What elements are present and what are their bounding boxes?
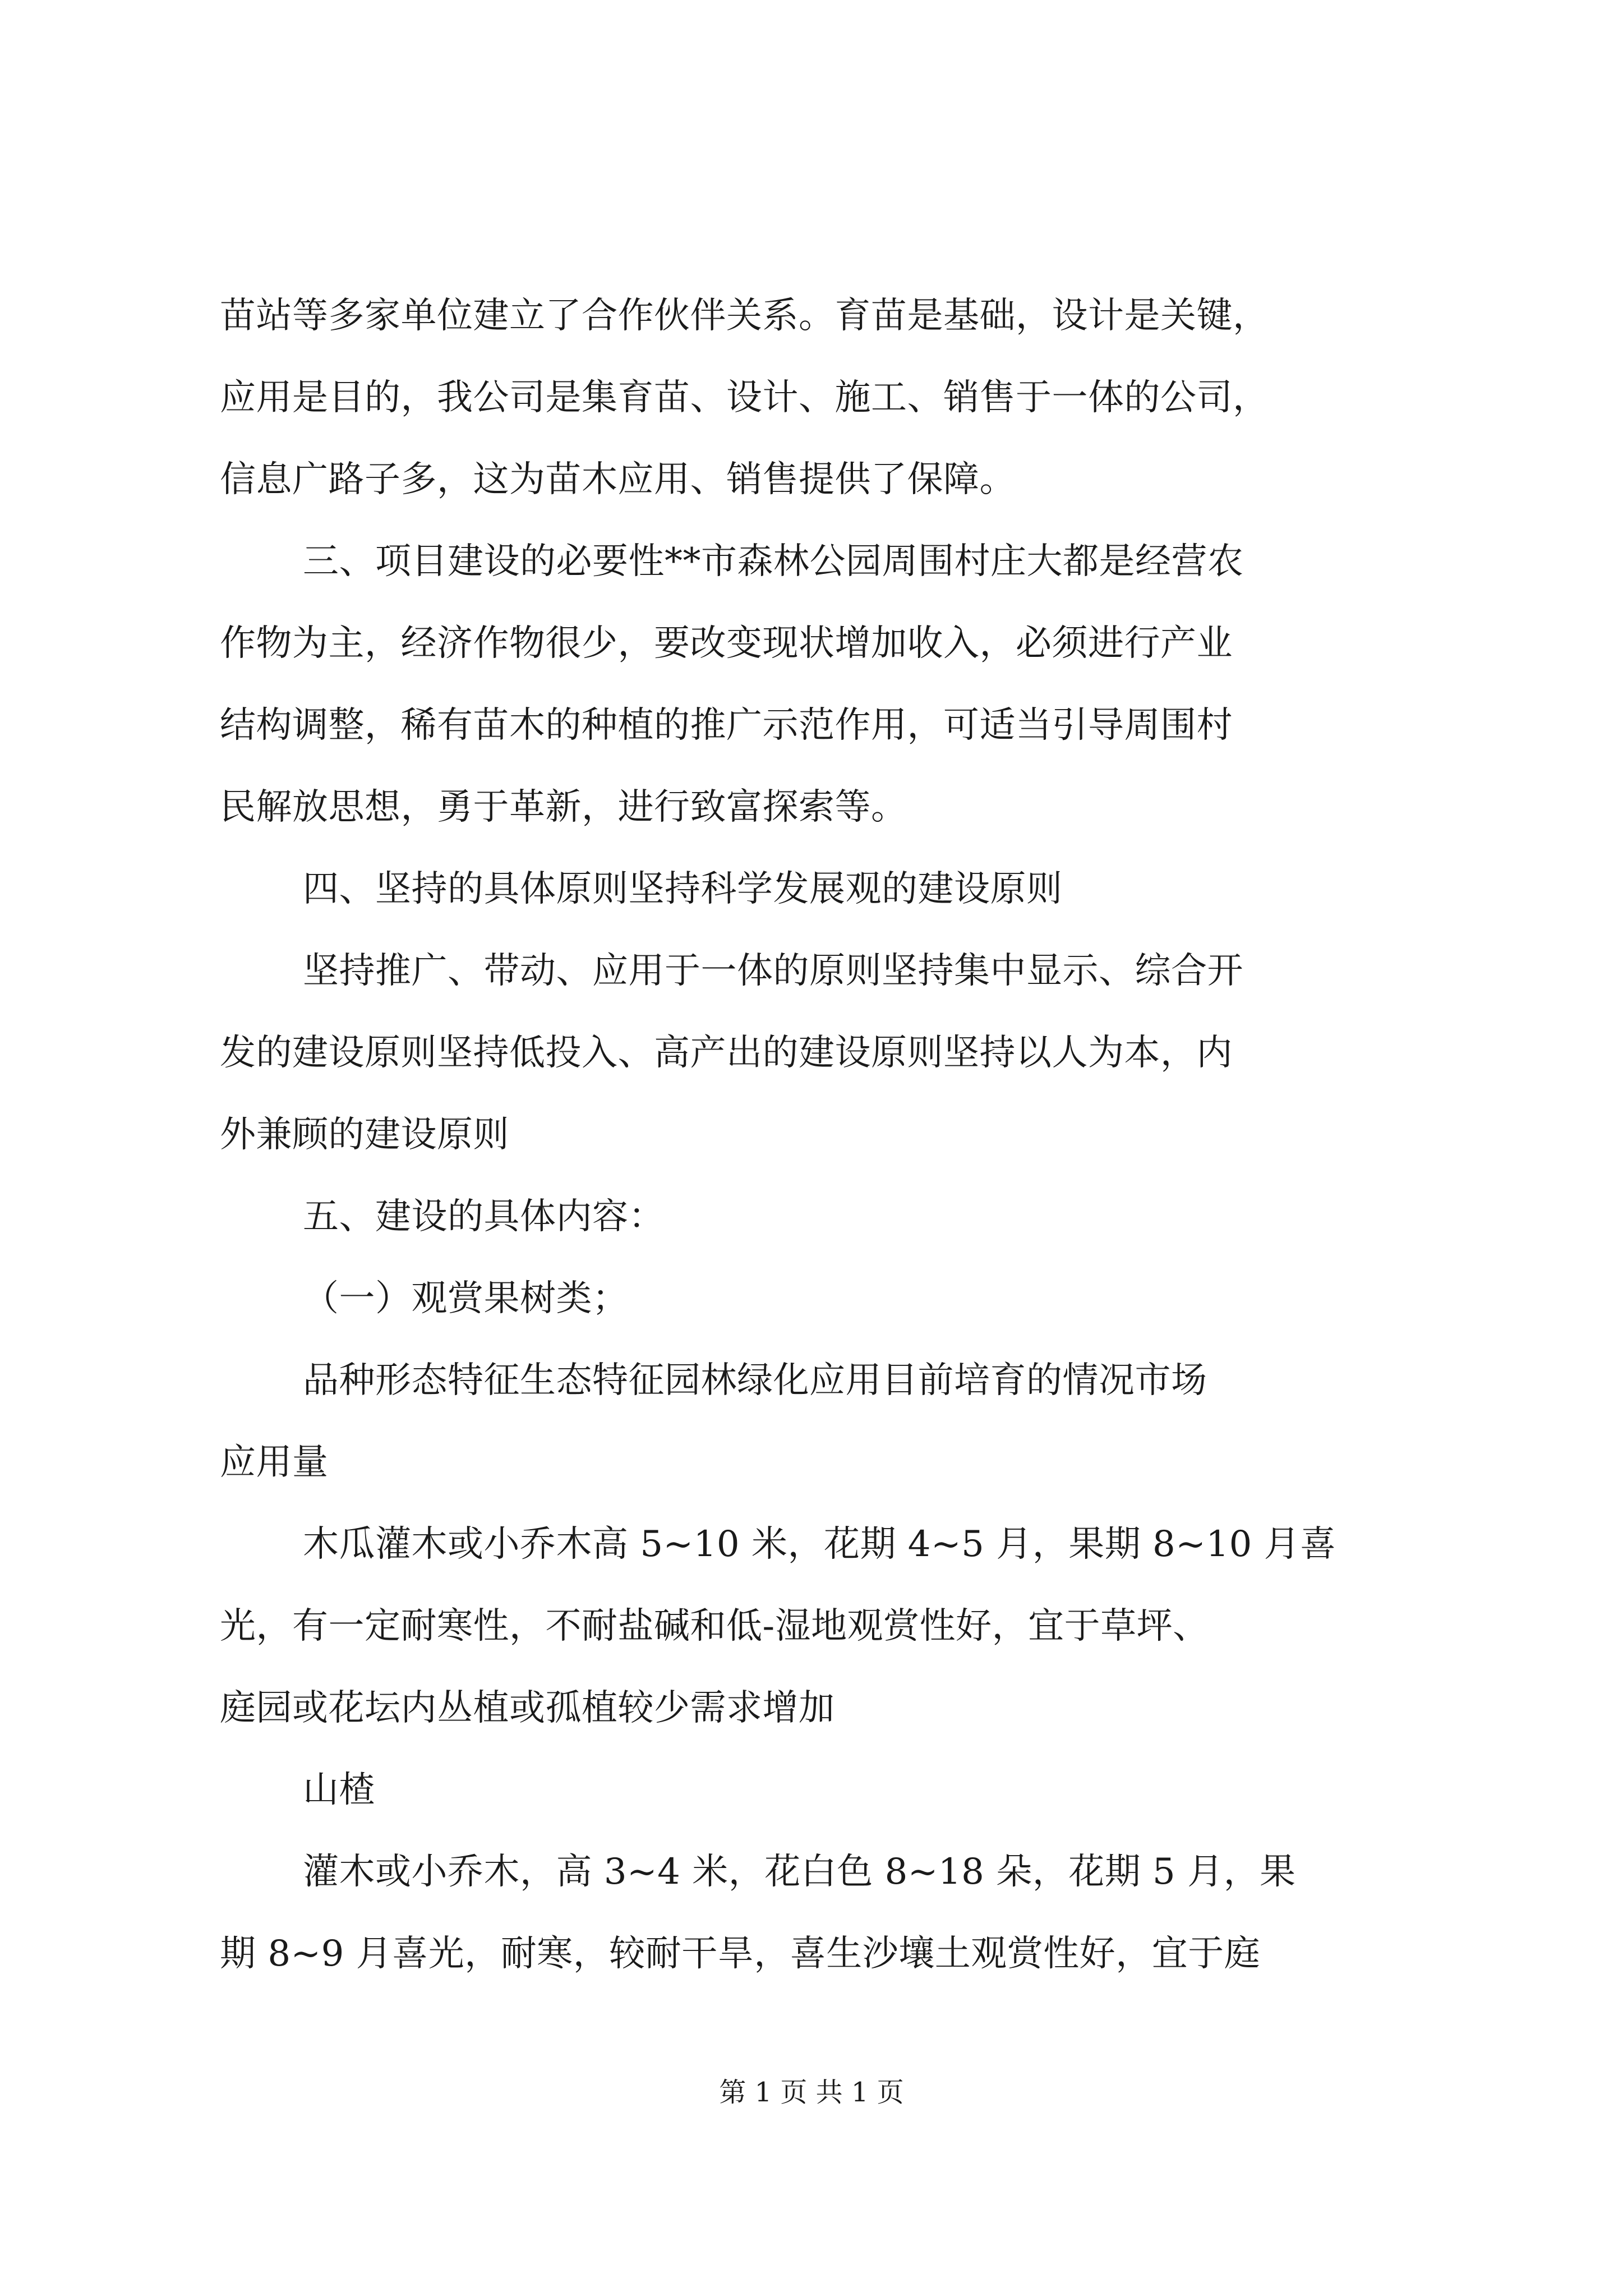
text-line: 民解放思想，勇于革新，进行致富探索等。 xyxy=(220,786,907,828)
text-line: 作物为主，经济作物很少，要改变现状增加收入，必须进行产业 xyxy=(220,623,1233,664)
item-title-line: 山楂 xyxy=(303,1769,375,1811)
text-line: 发的建设原则坚持低投入、高产出的建设原则坚持以人为本，内 xyxy=(220,1032,1233,1074)
text-line: 坚持推广、带动、应用于一体的原则坚持集中显示、综合开 xyxy=(303,950,1243,992)
text-line: 期 8~9 月喜光，耐寒，较耐干旱，喜生沙壤土观赏性好，宜于庭 xyxy=(220,1933,1261,1975)
text-line: 应用量 xyxy=(220,1442,329,1483)
text-line: 苗站等多家单位建立了合作伙伴关系。育苗是基础，设计是关键， xyxy=(220,295,1269,337)
text-line: 外兼顾的建设原则 xyxy=(220,1114,509,1156)
text-line: 木瓜灌木或小乔木高 5~10 米，花期 4~5 月，果期 8~10 月喜 xyxy=(303,1524,1336,1565)
section-heading-line: 三、项目建设的必要性**市森林公园周围村庄大都是经营农 xyxy=(303,541,1244,582)
text-line: 应用是目的，我公司是集育苗、设计、施工、销售于一体的公司， xyxy=(220,377,1269,418)
section-heading-line: 四、坚持的具体原则坚持科学发展观的建设原则 xyxy=(303,868,1063,910)
text-line: 庭园或花坛内丛植或孤植较少需求增加 xyxy=(220,1687,835,1729)
text-line: 品种形态特征生态特征园林绿化应用目前培育的情况市场 xyxy=(303,1360,1207,1401)
document-body xyxy=(220,275,1426,1995)
page-footer xyxy=(0,2076,1623,2109)
page-number-label: 第 1 页 共 1 页 xyxy=(719,2077,904,2108)
text-line: 信息广路子多，这为苗木应用、销售提供了保障。 xyxy=(220,459,1016,500)
section-heading-line: 五、建设的具体内容： xyxy=(303,1196,665,1237)
subsection-heading-line: （一）观赏果树类； xyxy=(303,1278,629,1319)
text-line: 灌木或小乔木，高 3~4 米，花白色 8~18 朵，花期 5 月，果 xyxy=(303,1851,1296,1893)
text-line: 光，有一定耐寒性，不耐盐碱和低-湿地观赏性好，宜于草坪、 xyxy=(220,1605,1209,1647)
text-line: 结构调整，稀有苗木的种植的推广示范作用，可适当引导周围村 xyxy=(220,705,1233,746)
